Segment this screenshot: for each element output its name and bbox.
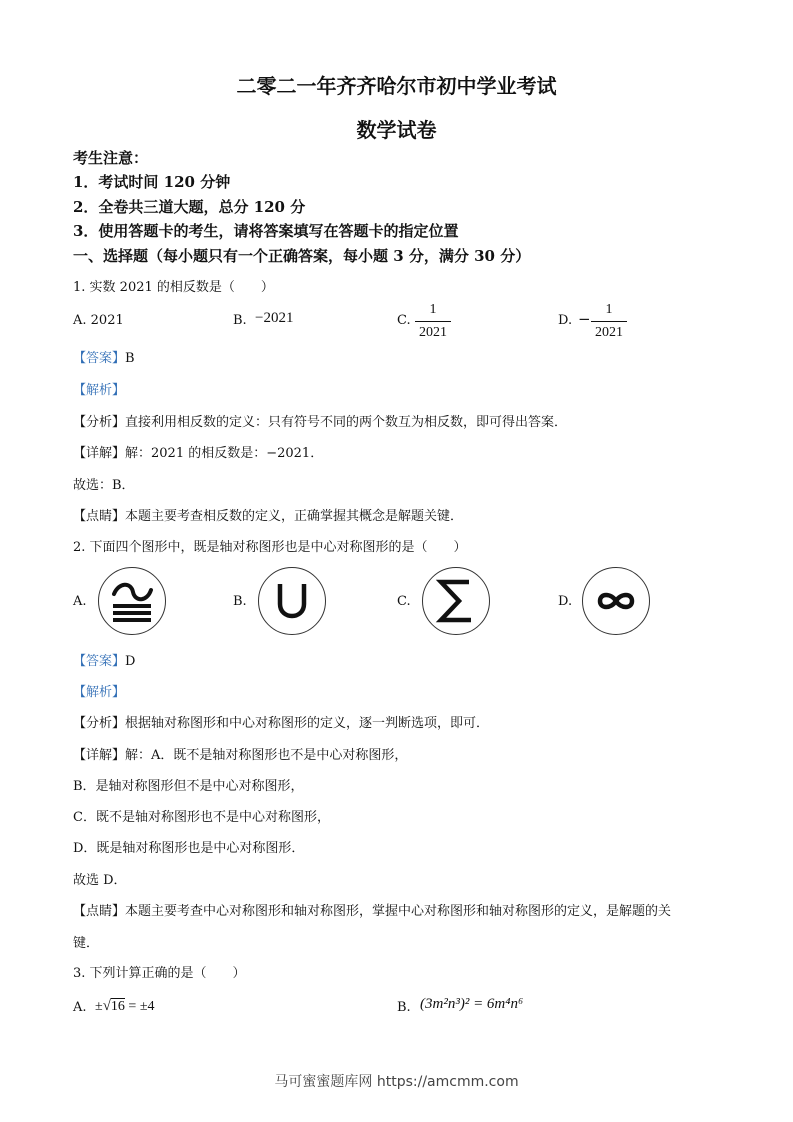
q1-option-c-numerator: 1 xyxy=(429,302,437,317)
q2-option-d-label: D. xyxy=(558,594,573,609)
q2-option-b-figure xyxy=(258,567,326,635)
footer-watermark: 马可蜜蜜题库网 https://amcmm.com xyxy=(274,1074,519,1090)
infinity-symbol-icon xyxy=(583,568,649,634)
fraction-bar xyxy=(591,321,627,322)
q2-option-c-figure xyxy=(422,567,490,635)
q1-option-c-label: C. xyxy=(397,313,411,328)
q1-xiangjie: 【详解】解：2021 的相反数是：−2021． xyxy=(73,446,324,461)
q2-xiangjie: 【详解】解：A．既不是轴对称图形也不是中心对称图形， xyxy=(73,748,408,763)
q3-option-b-expression: (3m²n³)² = 6m⁴n⁶ xyxy=(420,996,524,1012)
q2-answer-value: D xyxy=(125,654,136,669)
q3-option-a-result: = ±4 xyxy=(128,999,155,1014)
q1-analysis-tag: 【解析】 xyxy=(73,383,126,398)
answer-tag: 【答案】 xyxy=(73,351,126,366)
q1-stem: 1. 实数 2021 的相反数是（ ） xyxy=(73,280,274,295)
q2-guxuan: 故选 D． xyxy=(73,873,127,888)
radical-sign: √ xyxy=(102,998,111,1014)
q1-option-c-denominator: 2021 xyxy=(419,325,447,340)
page-title: 二零二一年齐齐哈尔市初中学业考试 xyxy=(236,74,557,98)
q3-option-a-expression xyxy=(95,998,155,1015)
radicand: 16 xyxy=(110,999,125,1014)
q2-answer xyxy=(73,650,135,669)
q2-fenxi: 【分析】根据轴对称图形和中心对称图形的定义，逐一判断选项，即可． xyxy=(73,716,490,731)
notice-item-1: 1．考试时间 120 分钟 xyxy=(73,173,231,191)
q1-dianjing: 【点睛】本题主要考查相反数的定义，正确掌握其概念是解题关键． xyxy=(73,509,464,524)
q2-option-a-label: A. xyxy=(73,594,87,609)
plus-minus-sign: ± xyxy=(95,999,103,1014)
q2-option-d-figure xyxy=(582,567,650,635)
q2-line-c: C．既不是轴对称图形也不是中心对称图形， xyxy=(73,810,330,825)
q1-option-a: A. 2021 xyxy=(73,313,124,328)
sigma-symbol-icon xyxy=(423,568,489,634)
q1-option-d-denominator: 2021 xyxy=(595,325,623,340)
q1-fenxi: 【分析】直接利用相反数的定义：只有符号不同的两个数互为相反数，即可得出答案． xyxy=(73,415,568,430)
q1-option-c-fraction xyxy=(415,301,451,342)
q2-analysis-tag: 【解析】 xyxy=(73,685,126,700)
q1-option-d-label: D. xyxy=(558,313,573,328)
notice-item-2: 2．全卷共三道大题，总分 120 分 xyxy=(73,198,306,216)
q1-guxuan: 故选：B． xyxy=(73,478,135,493)
notice-heading: 考生注意： xyxy=(73,149,149,167)
q1-option-d-numerator: 1 xyxy=(605,302,613,317)
q1-option-d-sign: − xyxy=(578,310,591,328)
q3-option-a-label: A. xyxy=(73,1000,87,1015)
q2-option-b-label: B. xyxy=(233,594,247,609)
q2-dianjing-line-1: 【点睛】本题主要考查中心对称图形和轴对称图形，掌握中心对称图形和轴对称图形的定义，是解题的关 xyxy=(73,904,672,919)
q1-option-b-label: B. xyxy=(233,313,247,328)
q3-stem: 3. 下列计算正确的是（ ） xyxy=(73,966,246,981)
q1-option-b-value: −2021 xyxy=(255,310,294,326)
fraction-bar xyxy=(415,321,451,322)
q2-option-c-label: C. xyxy=(397,594,411,609)
q2-line-b: B．是轴对称图形但不是中心对称图形， xyxy=(73,779,304,794)
page-subtitle: 数学试卷 xyxy=(356,118,437,142)
q1-answer-value: B xyxy=(125,351,135,366)
stacked-wave-icon xyxy=(99,568,165,634)
union-symbol-icon xyxy=(259,568,325,634)
q2-stem: 2. 下面四个图形中，既是轴对称图形也是中心对称图形的是（ ） xyxy=(73,540,467,555)
section-heading: 一、选择题（每小题只有一个正确答案，每小题 3 分，满分 30 分） xyxy=(73,247,531,265)
answer-tag: 【答案】 xyxy=(73,654,126,669)
q1-option-d-fraction xyxy=(591,301,627,342)
q2-dianjing-line-2: 键． xyxy=(73,936,100,951)
q1-answer xyxy=(73,347,135,366)
q2-line-d: D．既是轴对称图形也是中心对称图形． xyxy=(73,841,305,856)
q3-option-b-label: B. xyxy=(397,1000,411,1015)
notice-item-3: 3．使用答题卡的考生，请将答案填写在答题卡的指定位置 xyxy=(73,222,459,240)
q2-option-a-figure xyxy=(98,567,166,635)
